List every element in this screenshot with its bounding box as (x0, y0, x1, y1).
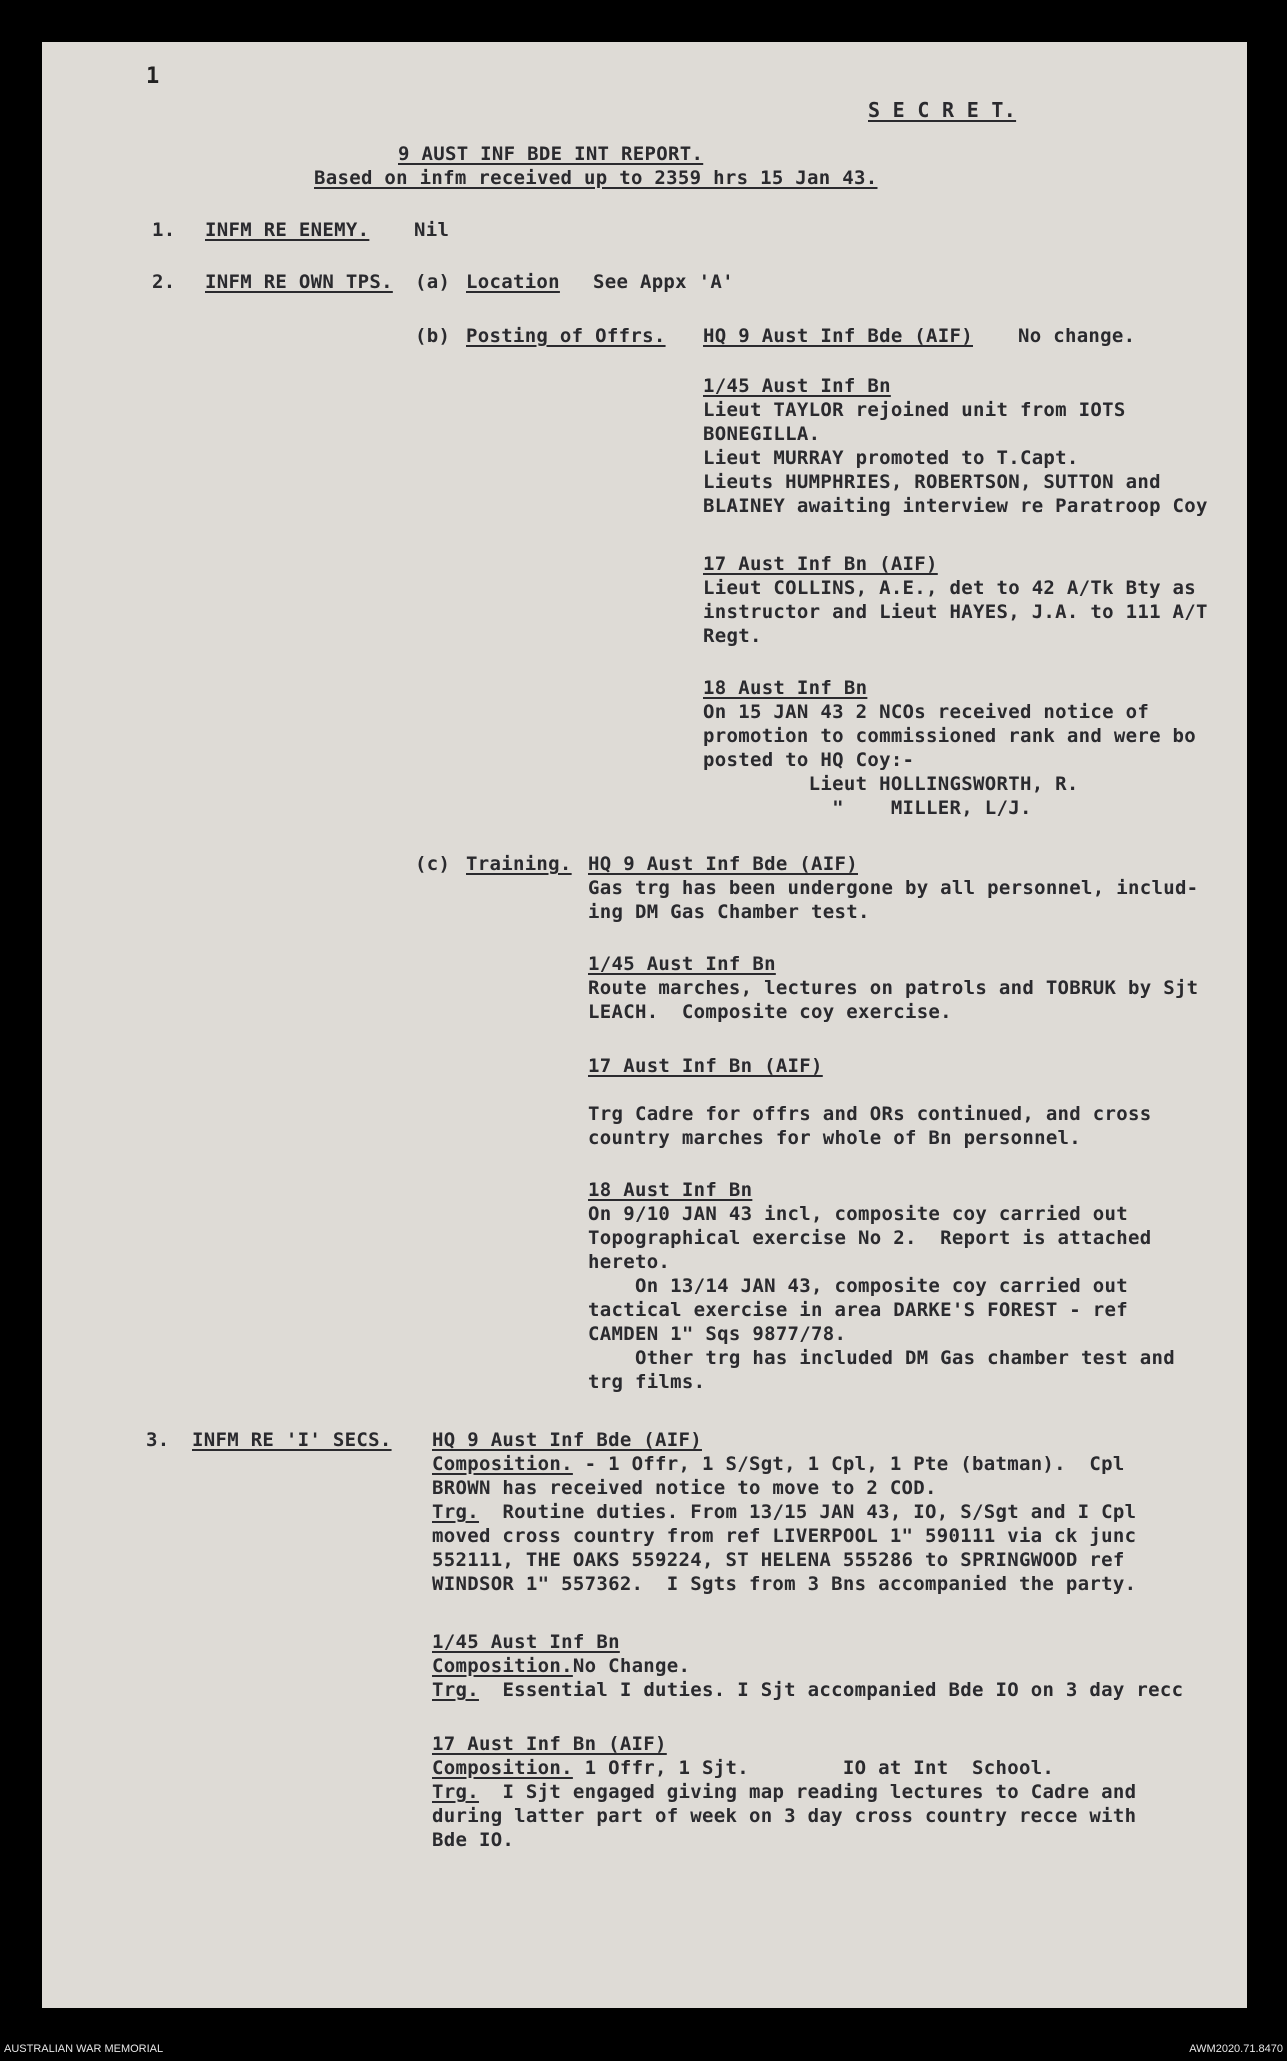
unit-line: Topographical exercise No 2. Report is attached (588, 1227, 1152, 1249)
section-3-number: 3. (146, 1429, 170, 1451)
unit-line: tactical exercise in area DARKE'S FOREST - ref (588, 1299, 1128, 1321)
unit-heading: 18 Aust Inf Bn (703, 677, 868, 699)
unit-training (432, 1500, 1136, 1524)
composition-label: Composition. (432, 1757, 573, 1779)
unit-composition (432, 1452, 1125, 1476)
unit-line: Lieut HOLLINGSWORTH, R. (703, 773, 1079, 795)
unit-line: instructor and Lieut HAYES, J.A. to 111 A/T (703, 601, 1208, 623)
training-text: Routine duties. From 13/15 JAN 43, IO, S/Sgt and I Cpl (478, 1501, 1137, 1523)
training-label: Trg. (432, 1679, 479, 1701)
unit-heading: 1/45 Aust Inf Bn (588, 953, 776, 975)
unit-heading: 18 Aust Inf Bn (588, 1179, 753, 1201)
training-label: Trg. (432, 1781, 479, 1803)
unit-line: hereto. (588, 1251, 671, 1273)
training-text: I Sjt engaged giving map reading lectures to Cadre and (478, 1781, 1137, 1803)
unit-line: Regt. (703, 625, 762, 647)
unit-line: Bde IO. (432, 1829, 515, 1851)
unit-heading: 17 Aust Inf Bn (AIF) (588, 1055, 823, 1077)
subsection-c-label: (c) (415, 853, 451, 875)
unit-line: Lieut COLLINS, A.E., det to 42 A/Tk Bty as (703, 577, 1197, 599)
unit-line: On 13/14 JAN 43, composite coy carried out (588, 1275, 1128, 1297)
training-label: Trg. (432, 1501, 479, 1523)
unit-line: ing DM Gas Chamber test. (588, 901, 870, 923)
subsection-c-heading: Training. (466, 853, 572, 875)
archive-footer-right: AWM2020.71.8470 (1189, 2043, 1283, 2055)
unit-line: CAMDEN 1" Sqs 9877/78. (588, 1323, 847, 1345)
unit-line: during latter part of week on 3 day cross country recce with (432, 1805, 1137, 1827)
unit-composition (432, 1756, 1054, 1780)
unit-line: BLAINEY awaiting interview re Paratroop Coy (703, 495, 1208, 517)
composition-text: 1 Offr, 1 Sjt. IO at Int School. (572, 1757, 1055, 1779)
unit-heading: 1/45 Aust Inf Bn (432, 1631, 620, 1653)
unit-line: moved cross country from ref LIVERPOOL 1" 590111 via ck junc (432, 1525, 1137, 1547)
unit-line: Lieut TAYLOR rejoined unit from IOTS (703, 399, 1126, 421)
unit-line: 552111, THE OAKS 559224, ST HELENA 555286 to SPRINGWOOD ref (432, 1549, 1125, 1571)
document-page (42, 42, 1247, 2008)
unit-line: Lieuts HUMPHRIES, ROBERTSON, SUTTON and (703, 471, 1161, 493)
section-1-heading: INFM RE ENEMY. (205, 219, 370, 241)
subsection-b-heading: Posting of Offrs. (466, 325, 666, 347)
composition-text: - 1 Offr, 1 S/Sgt, 1 Cpl, 1 Pte (batman). Cpl (572, 1453, 1125, 1475)
unit-line: " MILLER, L/J. (703, 797, 1032, 819)
subsection-a-heading: Location (466, 271, 560, 293)
subsection-a-text: See Appx 'A' (593, 271, 734, 293)
unit-line: Gas trg has been undergone by all personnel, includ- (588, 877, 1199, 899)
composition-text: No Change. (572, 1655, 691, 1677)
unit-composition (432, 1654, 690, 1678)
unit-line: BONEGILLA. (703, 423, 821, 445)
unit-heading: HQ 9 Aust Inf Bde (AIF) (588, 853, 858, 875)
section-2-heading: INFM RE OWN TPS. (205, 271, 393, 293)
unit-line: posted to HQ Coy:- (703, 749, 915, 771)
report-title: 9 AUST INF BDE INT REPORT. (398, 143, 704, 165)
unit-line: On 9/10 JAN 43 incl, composite coy carried out (588, 1203, 1128, 1225)
unit-training (432, 1678, 1183, 1702)
unit-line: Route marches, lectures on patrols and TOBRUK by Sjt (588, 977, 1199, 999)
unit-heading: 17 Aust Inf Bn (AIF) (703, 553, 938, 575)
unit-training (432, 1780, 1136, 1804)
unit-line: country marches for whole of Bn personnel. (588, 1127, 1082, 1149)
unit-line: trg films. (588, 1371, 706, 1393)
section-1-number: 1. (152, 219, 176, 241)
section-1-text: Nil (414, 219, 450, 241)
training-text: Essential I duties. I Sjt accompanied Bde IO on 3 day recc (478, 1679, 1184, 1701)
unit-line: On 15 JAN 43 2 NCOs received notice of (703, 701, 1150, 723)
unit-line: WINDSOR 1" 557362. I Sgts from 3 Bns accompanied the party. (432, 1573, 1137, 1595)
archive-footer-left: AUSTRALIAN WAR MEMORIAL (4, 2043, 164, 2055)
unit-line: BROWN has received notice to move to 2 COD. (432, 1477, 937, 1499)
unit-line: promotion to commissioned rank and were bo (703, 725, 1197, 747)
subsection-b-unit: HQ 9 Aust Inf Bde (AIF) (703, 325, 973, 347)
unit-heading: 1/45 Aust Inf Bn (703, 375, 891, 397)
unit-line: LEACH. Composite coy exercise. (588, 1001, 952, 1023)
composition-label: Composition. (432, 1453, 573, 1475)
subsection-b-unit-text: No change. (1018, 325, 1136, 347)
subsection-a-label: (a) (415, 271, 451, 293)
report-subtitle: Based on infm received up to 2359 hrs 15 Jan 43. (314, 167, 878, 189)
unit-line: Lieut MURRAY promoted to T.Capt. (703, 447, 1079, 469)
unit-heading: 17 Aust Inf Bn (AIF) (432, 1733, 667, 1755)
composition-label: Composition. (432, 1655, 573, 1677)
section-2-number: 2. (152, 271, 176, 293)
unit-line: Trg Cadre for offrs and ORs continued, and cross (588, 1103, 1152, 1125)
unit-line: Other trg has included DM Gas chamber test and (588, 1347, 1175, 1369)
subsection-b-label: (b) (415, 325, 451, 347)
margin-mark: 1 (146, 64, 160, 89)
unit-heading: HQ 9 Aust Inf Bde (AIF) (432, 1429, 702, 1451)
section-3-heading: INFM RE 'I' SECS. (192, 1429, 392, 1451)
classification-header: S E C R E T. (868, 98, 1017, 122)
